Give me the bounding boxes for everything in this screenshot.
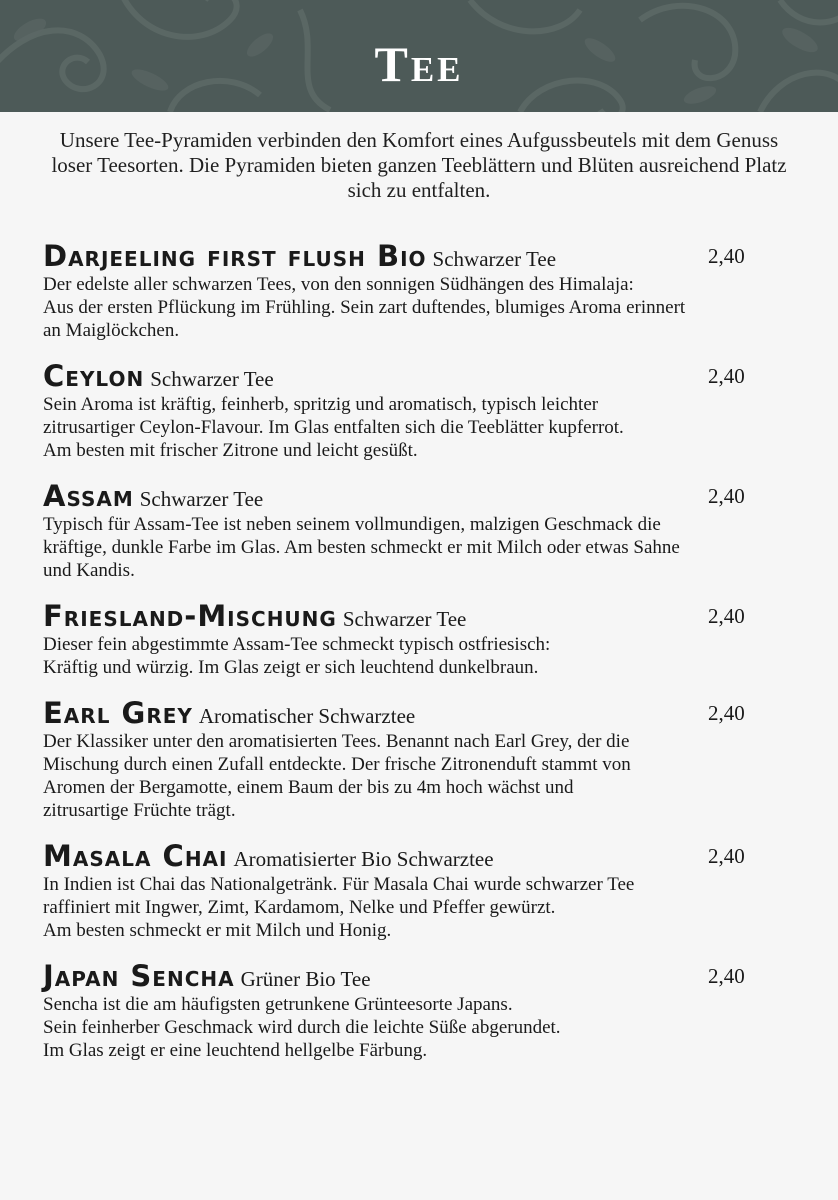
tea-name: Earl Grey [43,696,193,730]
menu-item [43,360,788,462]
description-line: Kräftig und würzig. Im Glas zeigt er sich leuchtend dunkelbraun. [43,657,539,678]
tea-name: Ceylon [43,359,145,393]
description-line: Im Glas zeigt er eine leuchtend hellgelbe Färbung. [43,1040,428,1061]
tea-name: Darjeeling first flush Bio [43,239,427,273]
menu-item [43,600,788,679]
menu-item-header [43,697,788,729]
tea-name: Japan Sencha [43,959,235,993]
menu-item-header [43,840,788,872]
tea-menu-list [43,240,788,1080]
tea-price: 2,40 [708,964,745,988]
tea-type: Schwarzer Tee [432,247,557,271]
description-line: kräftige, dunkle Farbe im Glas. Am besten schmeckt er mit Milch oder etwas Sahne [43,537,680,558]
tea-price: 2,40 [708,604,745,628]
description-line: Am besten mit frischer Zitrone und leicht gesüßt. [43,440,418,461]
header-banner [0,0,838,112]
tea-price: 2,40 [708,244,745,268]
tea-type: Schwarzer Tee [139,487,264,511]
description-line: Dieser fein abgestimmte Assam-Tee schmeckt typisch ostfriesisch: [43,634,551,655]
menu-item [43,697,788,822]
tea-type: Schwarzer Tee [150,367,274,391]
tea-name: Friesland-Mischung [43,599,337,633]
description-line: Der Klassiker unter den aromatisierten Tees. Benannt nach Earl Grey, der die [43,731,630,752]
tea-name: Assam [43,479,134,513]
description-line: zitrusartiger Ceylon-Flavour. Im Glas entfalten sich die Teeblätter kupferrot. [43,417,624,438]
tea-type: Aromatischer Schwarztee [198,704,416,728]
tea-price: 2,40 [708,844,745,868]
menu-item [43,480,788,582]
tea-description [43,513,788,582]
tea-name: Masala Chai [43,839,228,873]
tea-description [43,633,788,679]
page-title: Tee [374,36,464,92]
description-line: raffiniert mit Ingwer, Zimt, Kardamom, Nelke und Pfeffer gewürzt. [43,897,556,918]
tea-price: 2,40 [708,364,745,388]
intro-text: Unsere Tee-Pyramiden verbinden den Komfort eines Aufgussbeutels mit dem Genuss loser Teesorten. Die Pyramiden bieten ganzen Teeblättern und Blüten ausreichend Platz sich zu entfalten. [51,128,787,202]
tea-description [43,273,788,342]
menu-item-header [43,600,788,632]
description-line: an Maiglöckchen. [43,320,180,341]
description-line: Der edelste aller schwarzen Tees, von den sonnigen Südhängen des Himalaja: [43,274,634,295]
description-line: In Indien ist Chai das Nationalgetränk. Für Masala Chai wurde schwarzer Tee [43,874,635,895]
tea-price: 2,40 [708,484,745,508]
description-line: zitrusartige Früchte trägt. [43,800,236,821]
menu-item-header [43,240,788,272]
tea-description [43,993,788,1062]
description-line: Sein feinherber Geschmack wird durch die leichte Süße abgerundet. [43,1017,561,1038]
menu-item-header [43,360,788,392]
description-line: Aromen der Bergamotte, einem Baum der bis zu 4m hoch wächst und [43,777,574,798]
menu-item [43,240,788,342]
tea-type: Grüner Bio Tee [240,967,371,991]
description-line: Aus der ersten Pflückung im Frühling. Sein zart duftendes, blumiges Aroma erinnert [43,297,686,318]
tea-type: Aromatisierter Bio Schwarztee [233,847,494,871]
tea-price: 2,40 [708,701,745,725]
tea-description [43,730,788,822]
tea-description [43,393,788,462]
description-line: Mischung durch einen Zufall entdeckte. Der frische Zitronenduft stammt von [43,754,631,775]
menu-item [43,960,788,1062]
description-line: Sencha ist die am häufigsten getrunkene Grünteesorte Japans. [43,994,513,1015]
description-line: und Kandis. [43,560,135,581]
menu-item-header [43,480,788,512]
tea-type: Schwarzer Tee [342,607,467,631]
description-line: Am besten schmeckt er mit Milch und Honig. [43,920,392,941]
tea-description [43,873,788,942]
description-line: Typisch für Assam-Tee ist neben seinem vollmundigen, malzigen Geschmack die [43,514,661,535]
description-line: Sein Aroma ist kräftig, feinherb, spritzig und aromatisch, typisch leichter [43,394,599,415]
menu-item [43,840,788,942]
menu-item-header [43,960,788,992]
